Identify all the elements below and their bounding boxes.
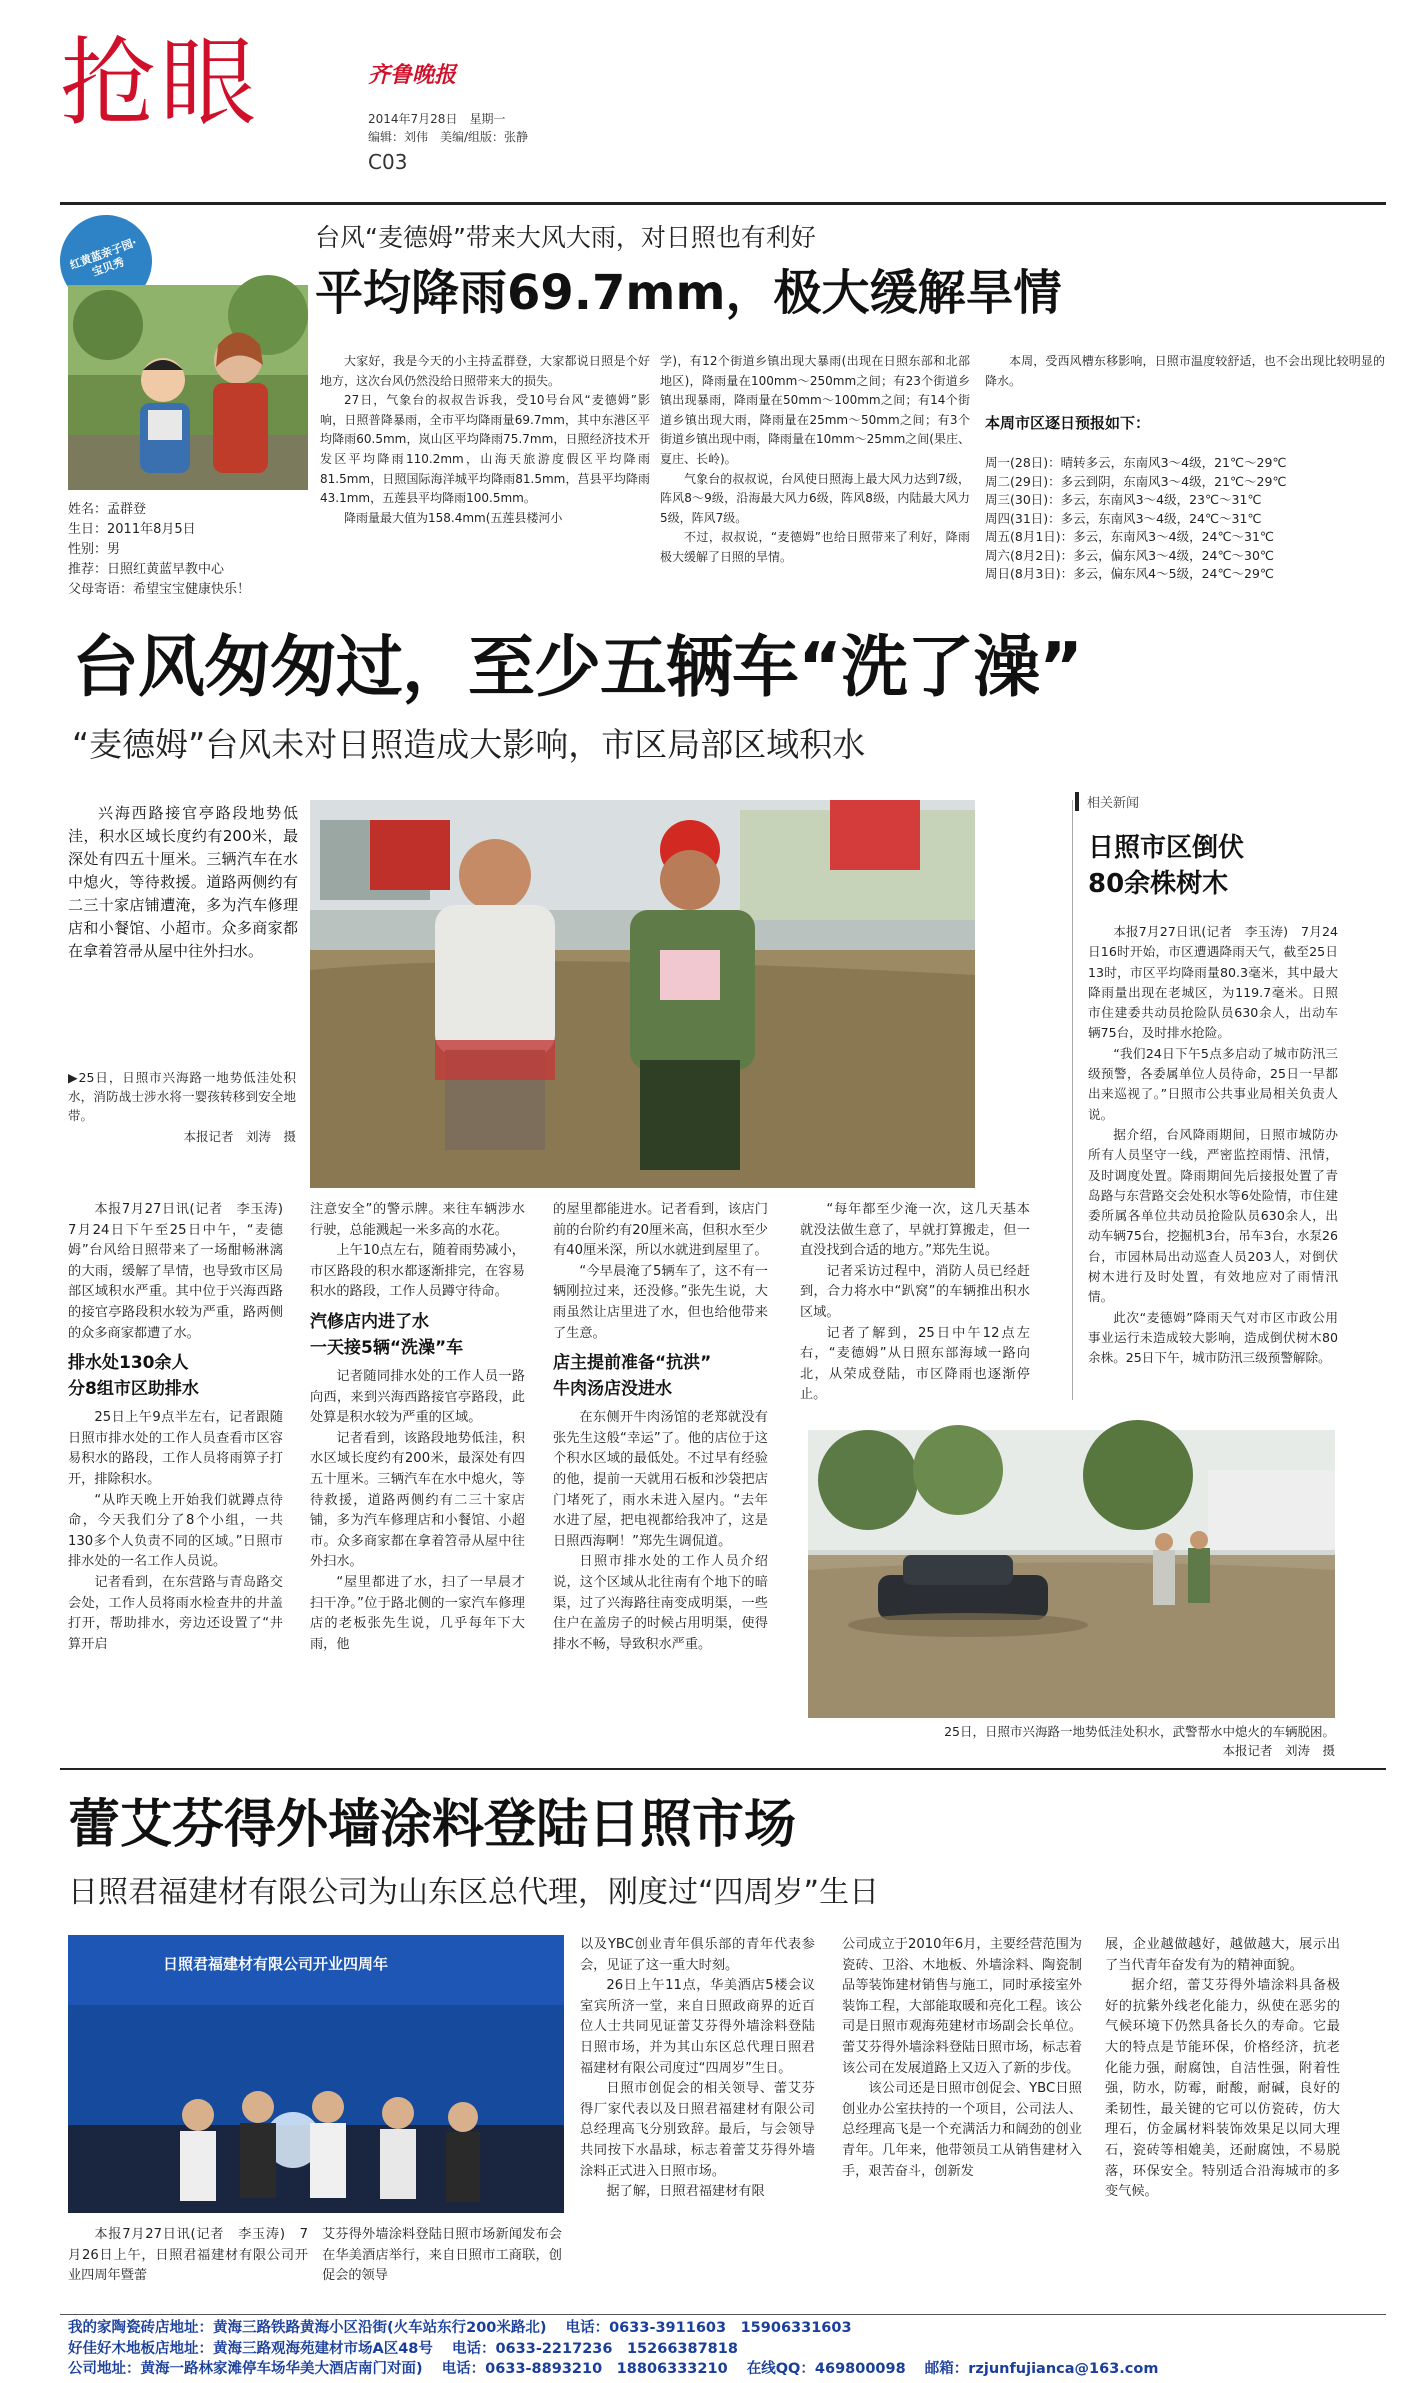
- ad-col-4: [842, 1935, 1082, 2309]
- rain-c2-p3: 不过，叔叔说，“麦德姆”也给日照带来了利好，降雨极大缓解了日照的旱情。: [660, 530, 970, 564]
- t-c3-p3: 在东侧开牛肉汤馆的老郑就没有张先生这般“幸运”了。他的店位于这个积水区域的最低处。不过早有经验的他，提前一天就用石板和沙袋把店门堵死了，雨水未进入屋内。“去年水进了屋，把电视都给我冲了，这是日照西海啊！”郑先生调侃道。: [553, 1410, 768, 1549]
- footer: [68, 2318, 1388, 2380]
- ad-c1-p1: 本报7月27日讯(记者 李玉涛) 7月26日上午，日照君福建材有限公司开业四周年暨蕾: [68, 2227, 308, 2284]
- t-c2-p2: 上午10点左右，随着雨势减小，市区路段的积水都逐渐排完，在容易积水的路段，工作人员蹲守待命。: [310, 1243, 525, 1300]
- t-c3-p2: “今早晨淹了5辆车了，这不有一辆刚拉过来，还没修。”张先生说，大雨虽然让店里进了水，但也给他带来了生意。: [553, 1263, 768, 1341]
- ad-headline: 蕾艾芬得外墙涂料登陆日照市场: [68, 1795, 797, 1855]
- footer-qq: 在线QQ：469800098: [746, 2361, 906, 2377]
- footer-phone-1: 电话：0633-3911603 15906331603: [565, 2320, 852, 2336]
- rain-col-2: [660, 352, 970, 614]
- editor-line: 编辑：刘伟 美编/组版：张静: [368, 130, 529, 144]
- ad-c5-p2: 据介绍，蕾艾芬得外墙涂料具备极好的抗紫外线老化能力，纵使在恶劣的气候环境下仍然具备长久的寿命。它最大的特点是节能环保，价格经济，抗老化能力强，耐腐蚀，自洁性强，附着性强，防水，防霉，耐酸，耐碱，良好的柔韧性，最关键的它可以仿瓷砖，仿大理石，仿金属材料装饰效果足以同大理石，瓷砖等相媲美，还耐腐蚀，不易脱落，环保安全。特别适合沿海城市的多变气候。: [1105, 1978, 1340, 2200]
- baby-message: 父母寄语：希望宝宝健康快乐！: [68, 582, 251, 597]
- photo1-credit: 本报记者 刘涛 摄: [183, 1129, 296, 1144]
- ad-c4-p2: 该公司还是日照市创促会、YBC日照创业办公室扶持的一个项目，公司法人、总经理高飞是一个充满活力和阔劲的创业青年。几年来，他带领员工从销售建材入手，艰苦奋斗，创新发: [842, 2081, 1082, 2179]
- t-c2-p3: 记者随同排水处的工作人员一路向西，来到兴海西路接官亭路段，此处算是积水较为严重的区域。: [310, 1368, 525, 1426]
- t-c4-p3: 记者了解到，25日中午12点左右，“麦德姆”从日照东部海域一路向北，从荣成登陆，市区降雨也逐渐停止。: [800, 1325, 1030, 1403]
- t-c3-sub: 店主提前准备“抗洪”: [553, 1353, 712, 1374]
- footer-line-2: [68, 2339, 1388, 2360]
- t-c1-p1: 本报7月27日讯(记者 李玉涛) 7月24日下午至25日中午，“麦德姆”台风给日照带来了一场酣畅淋漓的大雨，缓解了旱情，也导致市区局部区域积水严重。其中位于兴海西路的接官亭路段积水较为严重，路两侧的众多商家都遭了水。: [68, 1202, 297, 1341]
- sidebar-headline-2: 80余株树木: [1088, 869, 1229, 899]
- footer-email: 邮箱：rzjunfujianca@163.com: [924, 2361, 1159, 2377]
- baby-birthday: 生日：2011年8月5日: [68, 522, 196, 537]
- t-c4-p2: 记者采访过程中，消防人员已经赶到，合力将水中“趴窝”的车辆推出积水区域。: [800, 1263, 1030, 1320]
- t-c1-p2: 25日上午9点半左右，记者跟随日照市排水处的工作人员查看市区容易积水的路段，工作人员将雨箅子打开，排除积水。: [68, 1410, 283, 1487]
- photo2-caption-text: 25日，日照市兴海路一地势低洼处积水，武警帮水中熄火的车辆脱困。: [944, 1724, 1335, 1739]
- ad-c3-p3: 日照市创促会的相关领导、蕾艾芬得厂家代表以及日照君福建材有限公司总经理高飞分别致辞。最后，与会领导共同按下水晶球，标志着蕾艾芬得外墙涂料正式进入日照市场。: [580, 2081, 815, 2179]
- baby-recommender: 推荐：日照红黄蓝早教中心: [68, 562, 225, 577]
- baby-name: 姓名：孟群登: [68, 502, 147, 517]
- rain-c1-p2: 27日，气象台的叔叔告诉我，受10号台风“麦德姆”影响，日照普降暴雨，全市平均降雨量69.7mm，其中东港区平均降雨60.5mm，岚山区平均降雨75.7mm，日照经济技术开发区平均降雨110.2mm，山海天旅游度假区平均降雨81.5mm，日照国际海洋城平均降雨81.5mm，莒县平均降雨43.1mm，五莲县平均降雨100.5mm。: [320, 393, 650, 506]
- baby-info: [68, 500, 250, 600]
- forecast-row: 周五(8月1日)：多云，东南风3～4级，24℃～31℃: [985, 529, 1274, 544]
- launch-photo: [68, 1935, 564, 2213]
- footer-line-3: [68, 2359, 1388, 2380]
- sidebar-p4: 此次“麦德姆”降雨天气对市区市政公用事业运行未造成较大影响，造成倒伏树木80余株。25日下午，城市防汛三级预警解除。: [1088, 1309, 1338, 1366]
- ad-c4-p1: 公司成立于2010年6月，主要经营范围为瓷砖、卫浴、木地板、外墙涂料、陶瓷制品等装饰建材销售与施工，同时承接室外装饰工程，大部能取暖和亮化工程。该公司是日照市观海苑建材市场副会长单位。蕾艾芬得外墙涂料登陆日照市场，标志着该公司在发展道路上又迈入了新的步伐。: [842, 1937, 1082, 2076]
- t-c1-sub: 排水处130余人: [68, 1353, 189, 1374]
- rain-kicker: 台风“麦德姆”带来大风大雨，对日照也有利好: [315, 223, 816, 252]
- forecast-row: 周三(30日)：多云，东南风3～4级，23℃～31℃: [985, 492, 1262, 507]
- t-c1-p4: 记者看到，在东营路与青岛路交会处，工作人员将雨水检查井的井盖打开，帮助排水，旁边还设置了“井算开启: [68, 1574, 283, 1652]
- sidebar-p3: 据介绍，台风降雨期间，日照市城防办所有人员坚守一线，严密监控雨情、汛情，及时调度处置。降雨期间先后接报处置了青岛路与东营路交会处积水等6处险情，市住建委所属各单位共动员抢险队员630余人，出动车辆75台，挖掘机3台，吊车3台，水泵26台，市园林局出动巡查人员203人，对倒伏树木进行及时处置，有效地应对了雨情汛情。: [1088, 1126, 1338, 1305]
- ad-col-1: [68, 2225, 308, 2309]
- sidebar-p2: “我们24日下午5点多启动了城市防汛三级预警，各委属单位人员待命，25日一早都出来巡视了。”日照市公共事业局相关负责人说。: [1088, 1045, 1338, 1122]
- photo2-credit: 本报记者 刘涛 摄: [1222, 1743, 1335, 1758]
- rain-col-1: [320, 352, 650, 614]
- rain-c1-p3: 降雨量最大值为158.4mm(五莲县楼河小: [344, 510, 563, 525]
- t-c4-p1: “每年都至少淹一次，这几天基本就没法做生意了，早就打算搬走，但一直没找到合适的地方。”郑先生说。: [800, 1202, 1030, 1259]
- t-c2-sub2: 一天接5辆“洗澡”车: [310, 1337, 464, 1358]
- rain-c1-p1: 大家好，我是今天的小主持孟群登，大家都说日照是个好地方，这次台风仍然没给日照带来大的损失。: [320, 354, 650, 388]
- typhoon-lead-text: 兴海西路接官亭路段地势低洼，积水区域长度约有200米，最深处有四五十厘米。三辆汽车在水中熄火，等待救援。道路两侧约有二三十家店铺遭淹，多为汽车修理店和小餐馆、小超市。众多商家都在拿着笤帚从屋中往外扫水。: [68, 804, 298, 960]
- ad-col-5: [1105, 1935, 1340, 2309]
- sidebar-headline: [1088, 830, 1244, 902]
- typhoon-col-2: [310, 1200, 525, 1770]
- t-c3-p1: 的屋里都能进水。记者看到，该店门前的台阶约有20厘米高，但积水至少有40厘米深，所以水就进到屋里了。: [553, 1202, 768, 1259]
- footer-line-1: [68, 2318, 1388, 2339]
- rain-c2-p1: 学)，有12个街道乡镇出现大暴雨(出现在日照东部和北部地区)，降雨量在100mm～250mm之间；有23个街道乡镇出现暴雨，降雨量在50mm～100mm之间；有14个街道乡镇出现大雨，降雨量在25mm～50mm之间；有3个街道乡镇出现中雨，降雨量在10mm～25mm之间(果庄、夏庄、长岭)。: [660, 354, 970, 466]
- forecast-row: 周二(29日)：多云到阴，东南风3～4级，21℃～29℃: [985, 473, 1287, 489]
- typhoon-subheadline: “麦德姆”台风未对日照造成大影响，市区局部区域积水: [72, 725, 866, 764]
- baby-badge-text: 红黄蓝亲子园·宝贝秀: [68, 235, 139, 279]
- ad-c2-p1: 艾芬得外墙涂料登陆日照市场新闻发布会在华美酒店举行，来自日照市工商联，创促会的领导: [322, 2227, 562, 2284]
- sidebar-tag: 相关新闻: [1075, 792, 1139, 811]
- forecast-list: [985, 454, 1385, 584]
- typhoon-col-4: [800, 1200, 1030, 1420]
- typhoon-col-3: [553, 1200, 768, 1770]
- sidebar-p1: 本报7月27日讯(记者 李玉涛) 7月24日16时开始，市区遭遇降雨天气，截至25日13时，市区平均降雨量80.3毫米，其中最大降雨量出现在老城区，为119.7毫米。日照市住建委共动员抢险队员630余人，出动车辆75台，及时排水抢险。: [1088, 924, 1338, 1041]
- ad-subheadline: 日照君福建材有限公司为山东区总代理，刚度过“四周岁”生日: [68, 1875, 880, 1910]
- t-c3-p4: 日照市排水处的工作人员介绍说，这个区域从北往南有个地下的暗渠，过了兴海路往南变成明渠，一些住户在盖房子的时候占用明渠，使得排水不畅，导致积水严重。: [553, 1554, 768, 1652]
- car-photo: [808, 1430, 1335, 1718]
- t-c3-sub2: 牛肉汤店没进水: [553, 1379, 672, 1400]
- typhoon-col-1: [68, 1200, 297, 1770]
- rain-c2-p2: 气象台的叔叔说，台风使日照海上最大风力达到7级，阵风8～9级，沿海最大风力6级，阵风8级，内陆最大风力5级，阵风7级。: [660, 471, 970, 525]
- typhoon-lead: [68, 802, 298, 1012]
- sidebar-headline-1: 日照市区倒伏: [1088, 833, 1245, 863]
- rescue-photo: [310, 800, 975, 1188]
- launch-banner-text: 日照君福建材有限公司开业四周年: [163, 1955, 389, 1973]
- ad-c3-p4: 据了解，日照君福建材有限: [606, 2184, 765, 2200]
- rain-c3-intro: 本周，受西风槽东移影响，日照市温度较舒适，也不会出现比较明显的降水。: [985, 354, 1385, 388]
- masthead-rule: [60, 202, 1386, 205]
- sidebar-divider: [1072, 800, 1073, 1400]
- footer-rule: [60, 2314, 1386, 2315]
- footer-phone-3: 电话：0633-8893210 18806333210: [441, 2361, 728, 2377]
- photo1-caption: [68, 1068, 296, 1146]
- paper-name: 齐鲁晚报: [368, 62, 457, 88]
- date-line: 2014年7月28日 星期一: [368, 112, 506, 126]
- forecast-row: 周一(28日)：晴转多云，东南风3～4级，21℃～29℃: [985, 455, 1287, 470]
- section-title: 抢眼: [60, 27, 260, 139]
- baby-gender: 性别：男: [68, 542, 121, 557]
- typhoon-headline: 台风匆匆过，至少五辆车“洗了澡”: [72, 628, 1083, 706]
- ad-c3-p1: 以及YBC创业青年俱乐部的青年代表参会，见证了这一重大时刻。: [580, 1937, 815, 1973]
- forecast-row: 周四(31日)：多云，东南风3～4级，24℃～31℃: [985, 510, 1262, 526]
- ad-col-2: [322, 2225, 562, 2309]
- forecast-title: 本周市区逐日预报如下：: [985, 414, 1151, 432]
- t-c2-p5: “屋里都进了水，扫了一早晨才扫干净。”位于路北侧的一家汽车修理店的老板张先生说，几乎每年下大雨，他: [310, 1574, 525, 1652]
- t-c2-p1: 注意安全”的警示牌。来往车辆涉水行驶，总能溅起一米多高的水花。: [310, 1202, 525, 1238]
- footer-store-2: 好佳好木地板店地址：黄海三路观海苑建材市场A区48号: [68, 2340, 433, 2357]
- footer-phone-2: 电话：0633-2217236 15266387818: [451, 2340, 738, 2357]
- baby-photo: [68, 285, 308, 490]
- t-c2-sub: 汽修店内进了水: [310, 1311, 429, 1332]
- t-c1-p3: “从昨天晚上开始我们就蹲点待命，今天我们分了8个小组，一共130多个人负责不同的区域。”日照市排水处的一名工作人员说。: [68, 1492, 283, 1570]
- rain-headline: 平均降雨69.7mm，极大缓解旱情: [315, 265, 1062, 321]
- footer-store-1: 我的家陶瓷砖店地址：黄海三路铁路黄海小区沿街(火车站东行200米路北): [68, 2320, 547, 2336]
- forecast-row: 周六(8月2日)：多云，偏东风3～4级，24℃～30℃: [985, 547, 1274, 563]
- t-c1-sub2: 分8组市区助排水: [68, 1379, 199, 1400]
- photo2-caption: [808, 1722, 1335, 1760]
- ad-c3-p2: 26日上午11点，华美酒店5楼会议室宾所济一堂，来自日照政商界的近百位人士共同见证蕾艾芬得外墙涂料登陆日照市场，并为其山东区总代理日照君福建材有限公司度过“四周岁”生日。: [580, 1978, 815, 2076]
- ad-c5-p1: 展，企业越做越好，越做越大，展示出了当代青年奋发有为的精神面貌。: [1105, 1937, 1340, 1973]
- photo1-caption-text: ▶25日，日照市兴海路一地势低洼处积水，消防战士涉水将一婴孩转移到安全地带。: [68, 1070, 296, 1123]
- section-divider: [60, 1768, 1386, 1770]
- page-code: C03: [368, 150, 408, 174]
- forecast-row: 周日(8月3日)：多云，偏东风4～5级，24℃～29℃: [985, 566, 1274, 581]
- ad-col-3: [580, 1935, 815, 2309]
- t-c2-p4: 记者看到，该路段地势低洼，积水区域长度约有200米，最深处有四五十厘米。三辆汽车在水中熄火，等待救援，道路两侧约有二三十家店铺，多为汽车修理店和小餐馆、小超市。众多商家都在拿着笤帚从屋中往外扫水。: [310, 1430, 525, 1570]
- footer-company: 公司地址：黄海一路林家滩停车场华美大酒店南门对面): [68, 2361, 423, 2377]
